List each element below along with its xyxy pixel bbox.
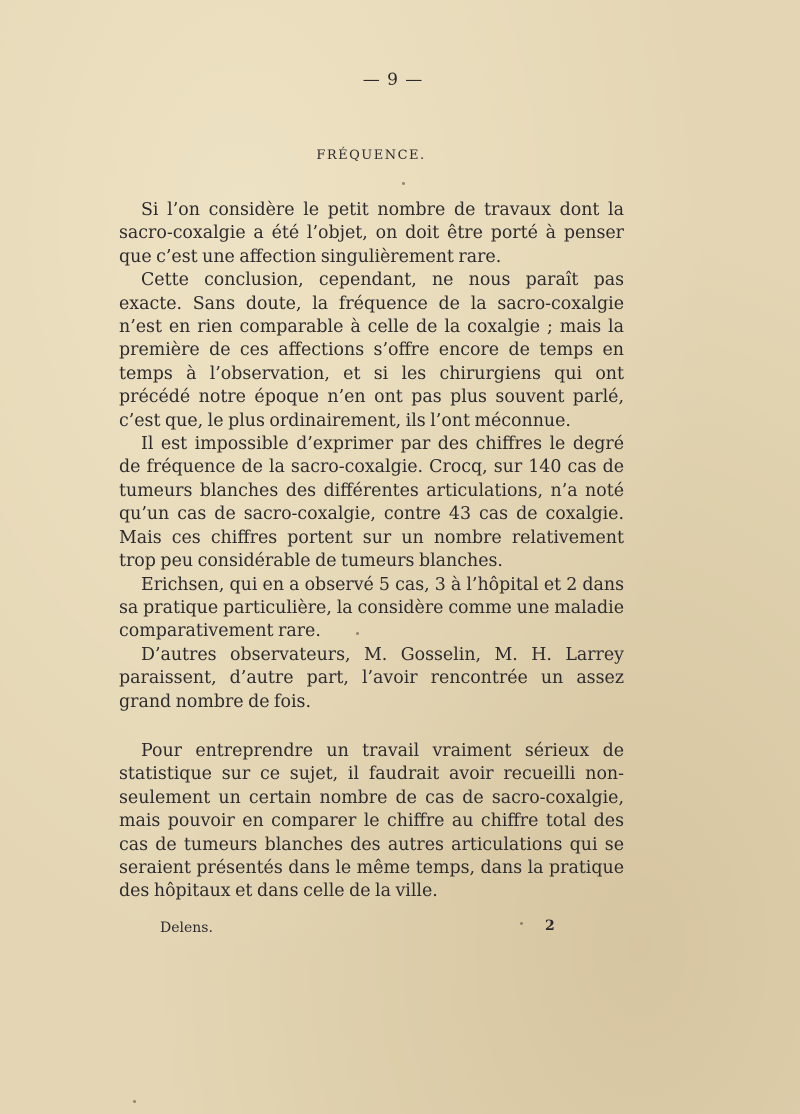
paragraph-6: Pour entreprendre un travail vraiment sérieux de statistique sur ce sujet, il faudrait avoir recueilli non-seulement un certain nombre de cas de sacro-coxalgie, mais pouvoir en comparer le chiffre au chiffre total des cas de tumeurs blanches des autres articulations qui se seraient présentés dans le même temps, dans la pratique des hôpitaux et dans celle de la ville. bbox=[119, 740, 624, 902]
paper-speck bbox=[133, 1100, 136, 1103]
signature-mark: 2 bbox=[545, 918, 555, 934]
paper-speck bbox=[356, 632, 359, 635]
page-number: — 9 — bbox=[362, 70, 424, 90]
paper-speck bbox=[402, 182, 405, 185]
paper-speck bbox=[520, 922, 523, 925]
paragraph-4: Erichsen, qui en a observé 5 cas, 3 à l’hôpital et 2 dans sa pratique particulière, la considère comme une maladie comparativement rare. bbox=[119, 574, 624, 642]
section-title: FRÉQUENCE. bbox=[316, 148, 426, 163]
paragraph-5: D’autres observateurs, M. Gosselin, M. H. Larrey paraissent, d’autre part, l’avoir rencontrée un assez grand nombre de fois. bbox=[119, 644, 624, 712]
body-text bbox=[119, 199, 624, 904]
footer-author: Delens. bbox=[160, 920, 213, 936]
paragraph-3: Il est impossible d’exprimer par des chiffres le degré de fréquence de la sacro-coxalgie. Crocq, sur 140 cas de tumeurs blanches des différentes articulations, n’a noté qu’un cas de sacro-coxalgie, contre 43 cas de coxalgie. Mais ces chiffres portent sur un nombre relativement trop peu considérable de tumeurs blanches. bbox=[119, 434, 624, 572]
paragraph-1: Si l’on considère le petit nombre de travaux dont la sacro-coxalgie a été l’objet, on doit être porté à penser que c’est une affection singulièrement rare. bbox=[119, 200, 624, 267]
paragraph-2: Cette conclusion, cependant, ne nous paraît pas exacte. Sans doute, la fréquence de la sacro-coxalgie n’est en rien comparable à celle de la coxalgie ; mais la première de ces affections s’offre encore de temps en temps à l’observation, et si les chirurgiens qui ont précédé notre époque n’en ont pas plus souvent parlé, c’est que, le plus ordinairement, ils l’ont méconnue. bbox=[119, 270, 624, 431]
